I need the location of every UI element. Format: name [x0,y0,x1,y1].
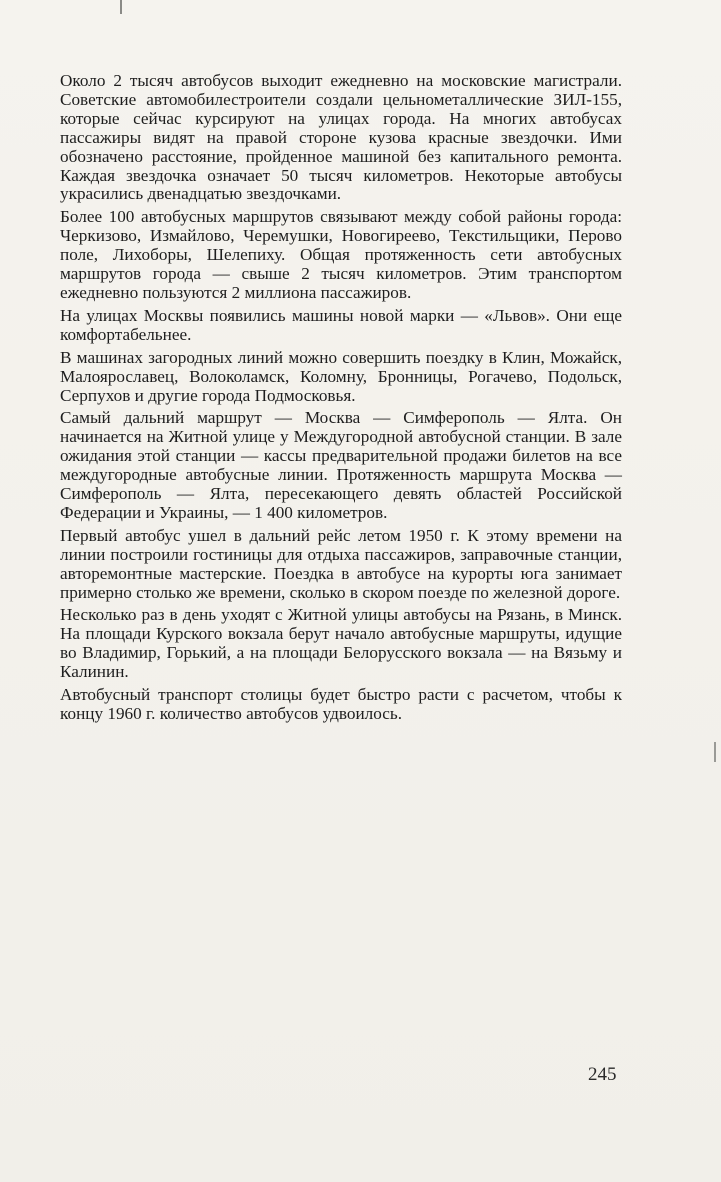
body-text [60,72,622,728]
paragraph-longest-route: Самый дальний маршрут — Москва — Симферополь — Ялта. Он начинается на Житной улице у Междугородной автобусной станции. В зале ожидания этой станции — кассы предварительной продажи билетов на все междугородные автобусные линии. Протяженность маршрута Москва — Симферополь — Ялта, пересекающего девять областей Российской Федерации и Украины, — 1 400 километров. [60,408,622,522]
paragraph-future-growth: Автобусный транспорт столицы будет быстро расти с расчетом, чтобы к концу 1960 г. количество автобусов удвоилось. [60,685,622,723]
paragraph-bus-routes: Более 100 автобусных маршрутов связывают между собой районы города: Черкизово, Измайлово, Черемушки, Новогиреево, Текстильщики, Перово поле, Лихоборы, Шелепиху. Общая протяженность сети автобусных маршрутов города — свыше 2 тысяч километров. Этим транспортом ежедневно пользуются 2 миллиона пассажиров. [60,207,622,302]
scan-edge-mark [120,0,122,14]
scan-edge-mark-right [714,742,716,762]
paragraph-first-bus: Первый автобус ушел в дальний рейс летом 1950 г. К этому времени на линии построили гостиницы для отдыха пассажиров, заправочные станции, авторемонтные мастерские. Поездка в автобусе на курорты юга занимает примерно столько же времени, сколько в скором поезде по железной дороге. [60,525,622,602]
paragraph-zhitnaya-departures: Несколько раз в день уходят с Житной улицы автобусы на Рязань, в Минск. На площади Курского вокзала берут начало автобусные маршруты, идущие во Владимир, Горький, а на площади Белорусского вокзала — на Вязьму и Калинин. [60,605,622,682]
paragraph-lvov-buses: На улицах Москвы появились машины новой марки — «Львов». Они еще комфортабельнее. [60,305,622,344]
paragraph-buses-count: Около 2 тысяч автобусов выходит ежедневно на московские магистрали. Советские автомобилестроители создали цельнометаллические ЗИЛ-155, которые сейчас курсируют на улицах города. На многих автобусах пассажиры видят на правой стороне кузова красные звездочки. Ими обозначено расстояние, пройденное машиной без капитального ремонта. Каждая звездочка означает 50 тысяч километров. Некоторые автобусы украсились двенадцатью звездочками. [60,71,622,204]
paragraph-suburban-lines: В машинах загородных линий можно совершить поездку в Клин, Можайск, Малоярославец, Волоколамск, Коломну, Бронницы, Рогачево, Подольск, Серпухов и другие города Подмосковья. [60,347,622,405]
page-number: 245 [588,1064,617,1085]
